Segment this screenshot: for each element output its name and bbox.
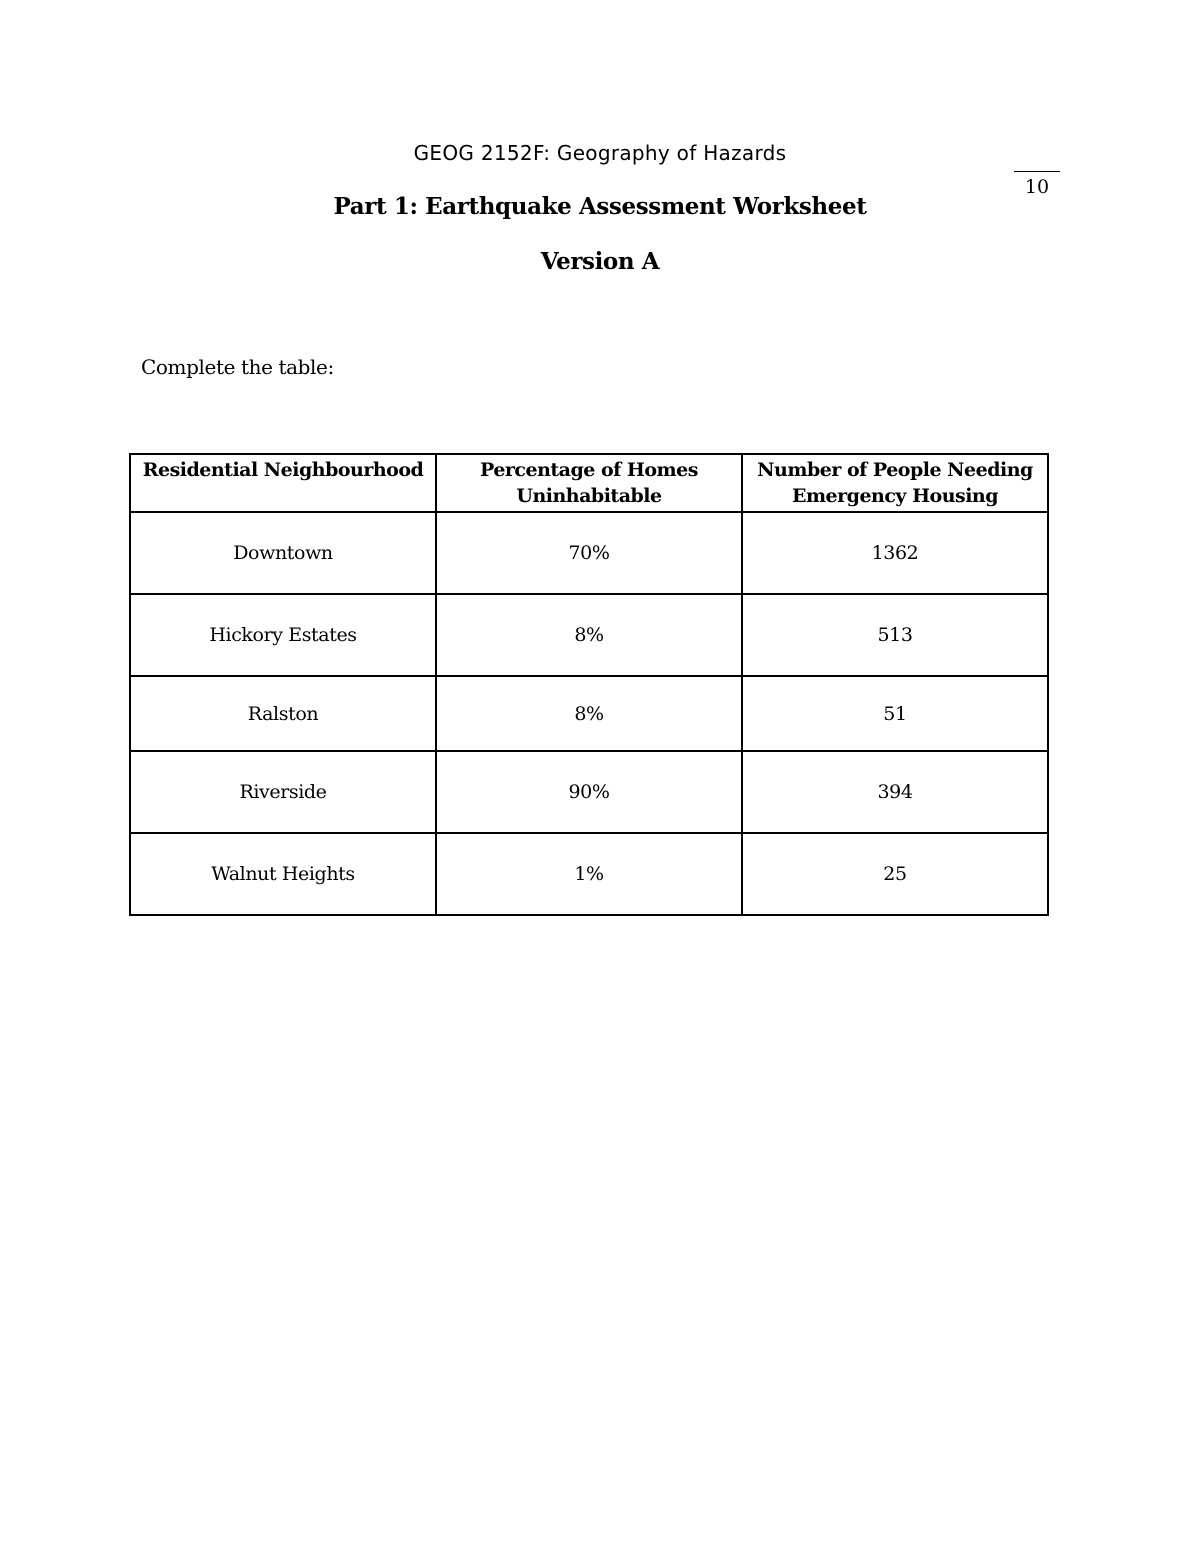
people-cell[interactable]: 1362: [742, 512, 1048, 594]
table-row: [130, 512, 1048, 594]
percentage-cell[interactable]: 70%: [436, 512, 742, 594]
people-cell[interactable]: 25: [742, 833, 1048, 915]
column-header-people: Number of People Needing Emergency Housing: [742, 454, 1048, 512]
table-row: [130, 676, 1048, 751]
people-cell[interactable]: 51: [742, 676, 1048, 751]
worksheet-title: Part 1: Earthquake Assessment Worksheet: [333, 193, 867, 220]
percentage-cell[interactable]: 1%: [436, 833, 742, 915]
neighbourhood-cell: Downtown: [130, 512, 436, 594]
score-total: 10: [1014, 171, 1060, 198]
table-row: [130, 833, 1048, 915]
percentage-cell[interactable]: 8%: [436, 676, 742, 751]
people-cell[interactable]: 394: [742, 751, 1048, 833]
table-row: [130, 751, 1048, 833]
percentage-cell[interactable]: 90%: [436, 751, 742, 833]
table-header-row: [130, 454, 1048, 512]
column-header-neighbourhood: Residential Neighbourhood: [130, 454, 436, 512]
people-cell[interactable]: 513: [742, 594, 1048, 676]
column-header-percentage: Percentage of Homes Uninhabitable: [436, 454, 742, 512]
neighbourhood-cell: Ralston: [130, 676, 436, 751]
instruction-text: Complete the table:: [141, 355, 334, 379]
neighbourhood-cell: Walnut Heights: [130, 833, 436, 915]
table-row: [130, 594, 1048, 676]
percentage-cell[interactable]: 8%: [436, 594, 742, 676]
course-title: GEOG 2152F: Geography of Hazards: [413, 141, 787, 165]
neighbourhood-cell: Riverside: [130, 751, 436, 833]
worksheet-version: Version A: [540, 248, 660, 275]
assessment-table: [129, 453, 1049, 916]
neighbourhood-cell: Hickory Estates: [130, 594, 436, 676]
